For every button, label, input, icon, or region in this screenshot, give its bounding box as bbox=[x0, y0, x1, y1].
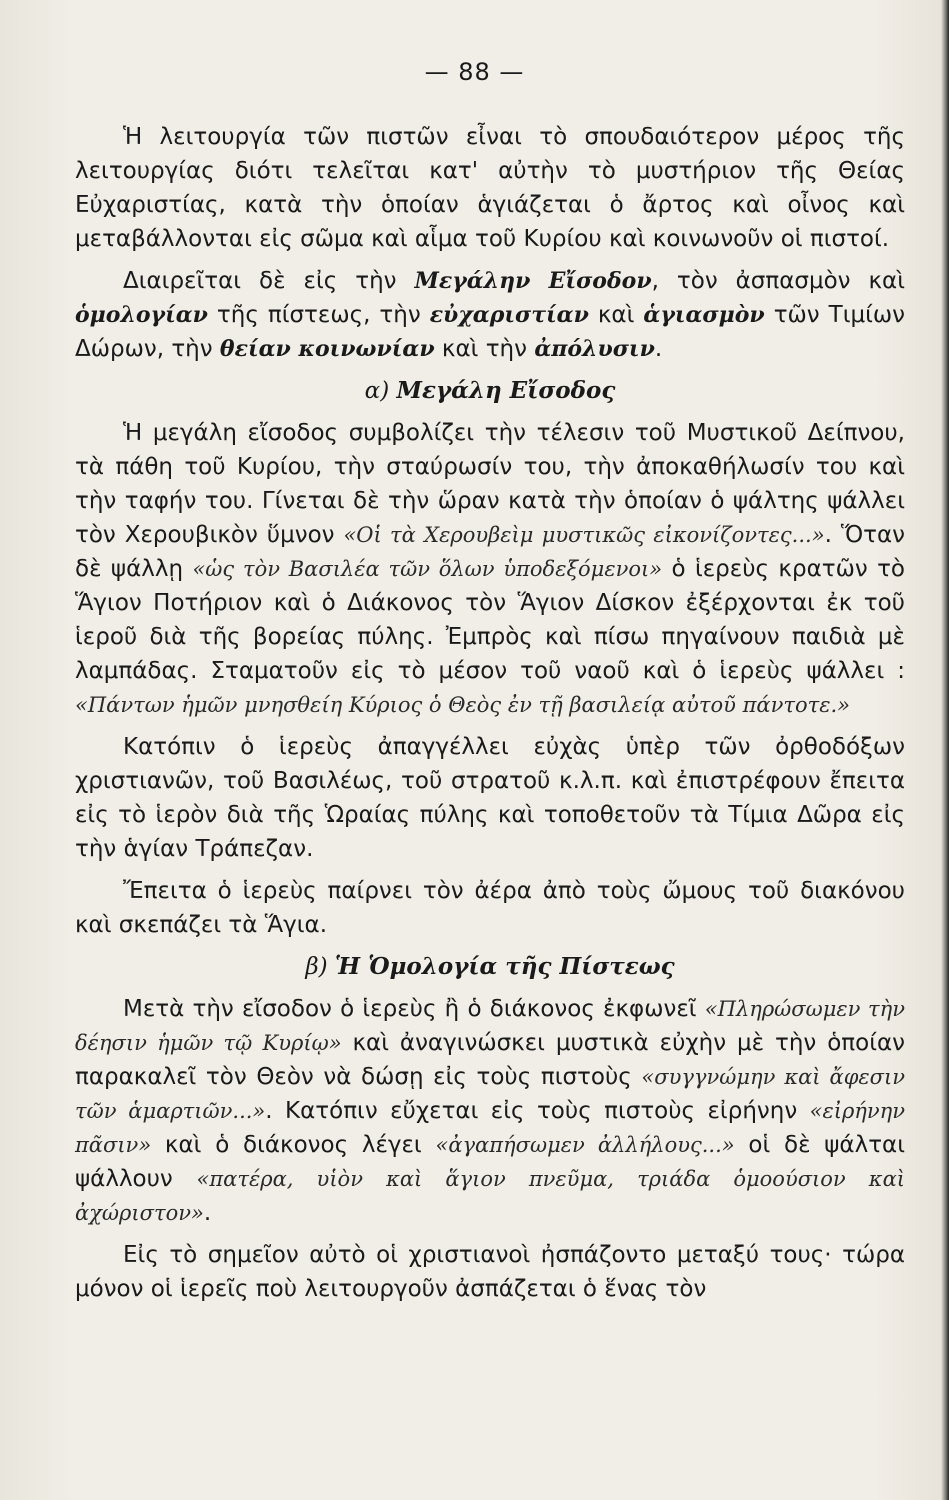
term-dismissal: ἀπόλυσιν bbox=[534, 336, 655, 362]
page-edge-shadow bbox=[941, 0, 949, 1500]
quote-trinity: «πατέρα, υἱὸν καὶ ἅγιον πνεῦμα, τριάδα ὁμοούσιον καὶ ἀχώριστον» bbox=[75, 1167, 905, 1225]
paragraph-aer: Ἔπειτα ὁ ἱερεὺς παίρνει τὸν ἀέρα ἀπὸ τοὺς ὤμους τοῦ διακόνου καὶ σκεπάζει τὰ Ἅγια. bbox=[75, 878, 905, 938]
term-communion: θείαν κοινωνίαν bbox=[219, 336, 435, 362]
paragraph-liturgy-of-faithful: Ἡ λειτουργία τῶν πιστῶν εἶναι τὸ σπουδαιότερον μέρος τῆς λειτουργίας διότι τελεῖται κατ' αὐτὴν τὸ μυστήριον τῆς Θείας Εὐχαριστίας, κατὰ τὴν ὁποίαν ἁγιάζεται ὁ ἄρτος καὶ οἶνος καὶ μεταβάλλονται εἰς σῶμα καὶ αἷμα τοῦ Κυρίου καὶ κοινωνοῦν οἱ πιστοί. bbox=[75, 124, 905, 252]
quote-cherubic-hymn: «Οἱ τὰ Χερουβεὶμ μυστικῶς εἰκονίζοντες...» bbox=[343, 523, 825, 547]
paragraph-divisions: Διαιρεῖται δὲ εἰς τὴν Μεγάλην Εἴσοδον, τὸν ἀσπασμὸν καὶ ὁμολογίαν τῆς πίστεως, τὴν εὐχαριστίαν καὶ ἁγιασμὸν τῶν Τιμίων Δώρων, τὴν θείαν κοινωνίαν καὶ τὴν ἀπόλυσιν. bbox=[75, 268, 906, 362]
section-heading-great-entrance: α) Μεγάλη Εἴσοδος bbox=[364, 377, 616, 404]
paragraph-confession: Μετὰ τὴν εἴσοδον ὁ ἱερεὺς ἢ ὁ διάκονος ἐκφωνεῖ «Πληρώσωμεν τὴν δέησιν ἡμῶν τῷ Κυρίῳ» καὶ ἀναγινώσκει μυστικὰ εὐχὴν μὲ τὴν ὁποίαν παρακαλεῖ τὸν Θεὸν νὰ δώσῃ εἰς τοὺς πιστοὺς «συγγνώμην καὶ ἄφεσιν τῶν ἁμαρτιῶν...». Κατόπιν εὔχεται εἰς τοὺς πιστοὺς εἰρήνην «εἰρήνην πᾶσιν» καὶ ὁ διάκονος λέγει «ἀγαπήσωμεν ἀλλήλους...» οἱ δὲ ψάλται ψάλλουν «πατέρα, υἱὸν καὶ ἅγιον πνεῦμα, τριάδα ὁμοούσιον καὶ ἀχώριστον». bbox=[75, 996, 906, 1226]
quote-peace: «εἰρήνην πᾶσιν» bbox=[75, 1099, 906, 1157]
term-eucharist: εὐχαριστίαν bbox=[429, 302, 589, 328]
quote-remember-us: «Πάντων ἡμῶν μνησθείη Κύριος ὁ Θεὸς ἐν τῇ βασιλείᾳ αὐτοῦ πάντοτε.» bbox=[75, 693, 851, 717]
page-number: — 88 — bbox=[424, 58, 525, 86]
page-body bbox=[75, 120, 905, 1314]
term-sanctification: ἁγιασμὸν bbox=[643, 302, 765, 328]
quote-forgiveness: «συγγνώμην καὶ ἄφεσιν τῶν ἁμαρτιῶν...» bbox=[75, 1065, 905, 1123]
quote-complete-prayer: «Πληρώσωμεν τὴν δέησιν ἡμῶν τῷ Κυρίῳ» bbox=[75, 997, 906, 1055]
paragraph-great-entrance: Ἡ μεγάλη εἴσοδος συμβολίζει τὴν τέλεσιν τοῦ Μυστικοῦ Δείπνου, τὰ πάθη τοῦ Κυρίου, τὴν σταύρωσίν του, τὴν ἀποκαθήλωσίν του καὶ τὴν ταφήν του. Γίνεται δὲ τὴν ὥραν κατὰ τὴν ὁποίαν ὁ ψάλτης ψάλλει τὸν Χερουβικὸν ὕμνον «Οἱ τὰ Χερουβεὶμ μυστικῶς εἰκονίζοντες...». Ὅταν δὲ ψάλλῃ «ὡς τὸν Βασιλέα τῶν ὅλων ὑποδεξόμενοι» ὁ ἱερεὺς κρατῶν τὸ Ἅγιον Ποτήριον καὶ ὁ Διάκονος τὸν Ἅγιον Δίσκον ἐξέρχονται ἐκ τοῦ ἱεροῦ διὰ τῆς βορείας πύλης. Ἐμπρὸς καὶ πίσω πηγαίνουν παιδιὰ μὲ λαμπάδας. Σταματοῦν εἰς τὸ μέσον τοῦ ναοῦ καὶ ὁ ἱερεὺς ψάλλει : «Πάντων ἡμῶν μνησθείη Κύριος ὁ Θεὸς ἐν τῇ βασιλείᾳ αὐτοῦ πάντοτε.» bbox=[75, 420, 906, 717]
quote-king-of-all: «ὡς τὸν Βασιλέα τῶν ὅλων ὑποδεξόμενοι» bbox=[192, 557, 663, 581]
paragraph-prayers: Κατόπιν ὁ ἱερεὺς ἀπαγγέλλει εὐχὰς ὑπὲρ τῶν ὀρθοδόξων χριστιανῶν, τοῦ Βασιλέως, τοῦ στρατοῦ κ.λ.π. καὶ ἐπιστρέφουν ἔπειτα εἰς τὸ ἱερὸν διὰ τῆς Ὡραίας πύλης καὶ τοποθετοῦν τὰ Τίμια Δῶρα εἰς τὴν ἁγίαν Τράπεζαν. bbox=[75, 734, 905, 862]
paragraph-kiss-of-peace: Εἰς τὸ σημεῖον αὐτὸ οἱ χριστιανοὶ ἠσπάζοντο μεταξύ τους· τώρα μόνον οἱ ἱερεῖς ποὺ λειτουργοῦν ἀσπάζεται ὁ ἕνας τὸν bbox=[75, 1242, 905, 1302]
quote-love-one-another: «ἀγαπήσωμεν ἀλλήλους...» bbox=[435, 1133, 735, 1157]
section-heading-confession: β) Ἡ Ὁμολογία τῆς Πίστεως bbox=[305, 953, 675, 980]
term-confession: ὁμολογίαν bbox=[75, 302, 208, 328]
term-great-entrance: Μεγάλην Εἴσοδον bbox=[414, 268, 652, 294]
